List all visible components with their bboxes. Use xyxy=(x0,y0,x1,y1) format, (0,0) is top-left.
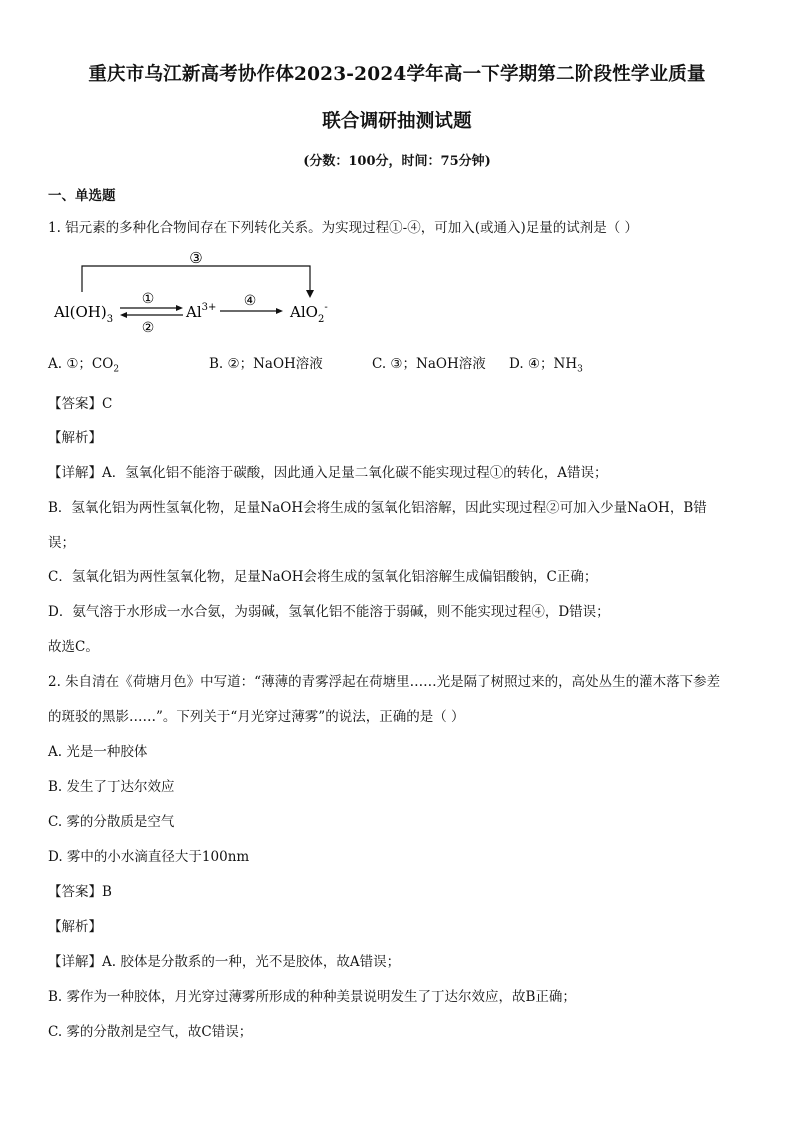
q1-detail-line: 【详解】A．氢氧化铝不能溶于碳酸，因此通入足量二氧化碳不能实现过程①的转化，A错误； xyxy=(48,465,608,481)
score-time-info: (分数：100分，时间：75分钟) xyxy=(303,154,491,169)
q2-option-d: D. 雾中的小水滴直径大于100nm xyxy=(48,849,250,865)
arrow1-head xyxy=(176,305,183,311)
q1-detail-line: 误； xyxy=(48,535,75,551)
arrow2-label: ② xyxy=(141,320,155,336)
page-title-line1: 重庆市乌江新高考协作体2023-2024学年高一下学期第二阶段性学业质量 xyxy=(88,64,706,85)
q1-answer: 【答案】C xyxy=(48,396,113,412)
q1-stem: 1. 铝元素的多种化合物间存在下列转化关系。为实现过程①-④，可加入(或通入)足量的试剂是（ ） xyxy=(48,220,639,236)
q1-option-d: D. ④；$NH_3$ xyxy=(509,356,583,375)
q2-stem-line2: 的斑驳的黑影……”。下列关于“月光穿过薄雾”的说法，正确的是（ ） xyxy=(48,709,465,725)
q2-option-c: C. 雾的分散质是空气 xyxy=(48,814,175,830)
q1-detail-line: B．氢氧化铝为两性氢氧化物，足量NaOH会将生成的氢氧化铝溶解，因此实现过程②可加入少量NaOH，B错 xyxy=(48,500,707,516)
q1-detail-line: 故选C。 xyxy=(48,639,99,655)
arrow4-label: ④ xyxy=(243,293,257,309)
q1-detail-line: D．氨气溶于水形成一水合氨，为弱碱，氢氧化铝不能溶于弱碱，则不能实现过程④，D错误； xyxy=(48,604,610,620)
q1-option-a: A. ①；$CO_2$ xyxy=(48,356,120,375)
q1-conversion-diagram xyxy=(48,246,348,341)
q1-option-c: C. ③；NaOH溶液 xyxy=(372,356,486,372)
q1-analysis-heading: 【解析】 xyxy=(48,430,102,446)
q1-detail-line: C．氢氧化铝为两性氢氧化物，足量NaOH会将生成的氢氧化铝溶解生成偏铝酸钠，C正确； xyxy=(48,569,598,585)
q2-detail-line: B. 雾作为一种胶体，月光穿过薄雾所形成的种种美景说明发生了丁达尔效应，故B正确； xyxy=(48,989,576,1005)
arrow3-path xyxy=(82,266,310,292)
al-oh3-label: $Al(OH)_3$ xyxy=(54,303,114,325)
arrow1-label: ① xyxy=(141,291,155,307)
arrow3-label: ③ xyxy=(189,249,203,267)
alo2-ion-label: AlO$_2$- xyxy=(290,302,328,325)
q2-option-b: B. 发生了丁达尔效应 xyxy=(48,779,175,795)
q1-option-b: B. ②；NaOH溶液 xyxy=(209,356,323,372)
arrow4-head xyxy=(276,308,283,314)
q2-detail-line: C. 雾的分散剂是空气，故C错误； xyxy=(48,1024,253,1040)
arrow2-head xyxy=(120,312,127,318)
q2-answer: 【答案】B xyxy=(48,884,112,900)
al3-ion-label: $Al^{3+}$ xyxy=(186,302,217,321)
q2-stem-line1: 2. 朱自清在《荷塘月色》中写道：“薄薄的青雾浮起在荷塘里……光是隔了树照过来的，高处丛生的灌木落下参差 xyxy=(48,674,721,690)
q2-detail-line: 【详解】A. 胶体是分散系的一种，光不是胶体，故A错误； xyxy=(48,954,401,970)
arrow3-head xyxy=(306,290,314,298)
q2-analysis-heading: 【解析】 xyxy=(48,919,102,935)
page-title-line2: 联合调研抽测试题 xyxy=(322,111,472,132)
q2-option-a: A. 光是一种胶体 xyxy=(48,744,148,760)
section-heading: 一、单选题 xyxy=(48,188,116,204)
